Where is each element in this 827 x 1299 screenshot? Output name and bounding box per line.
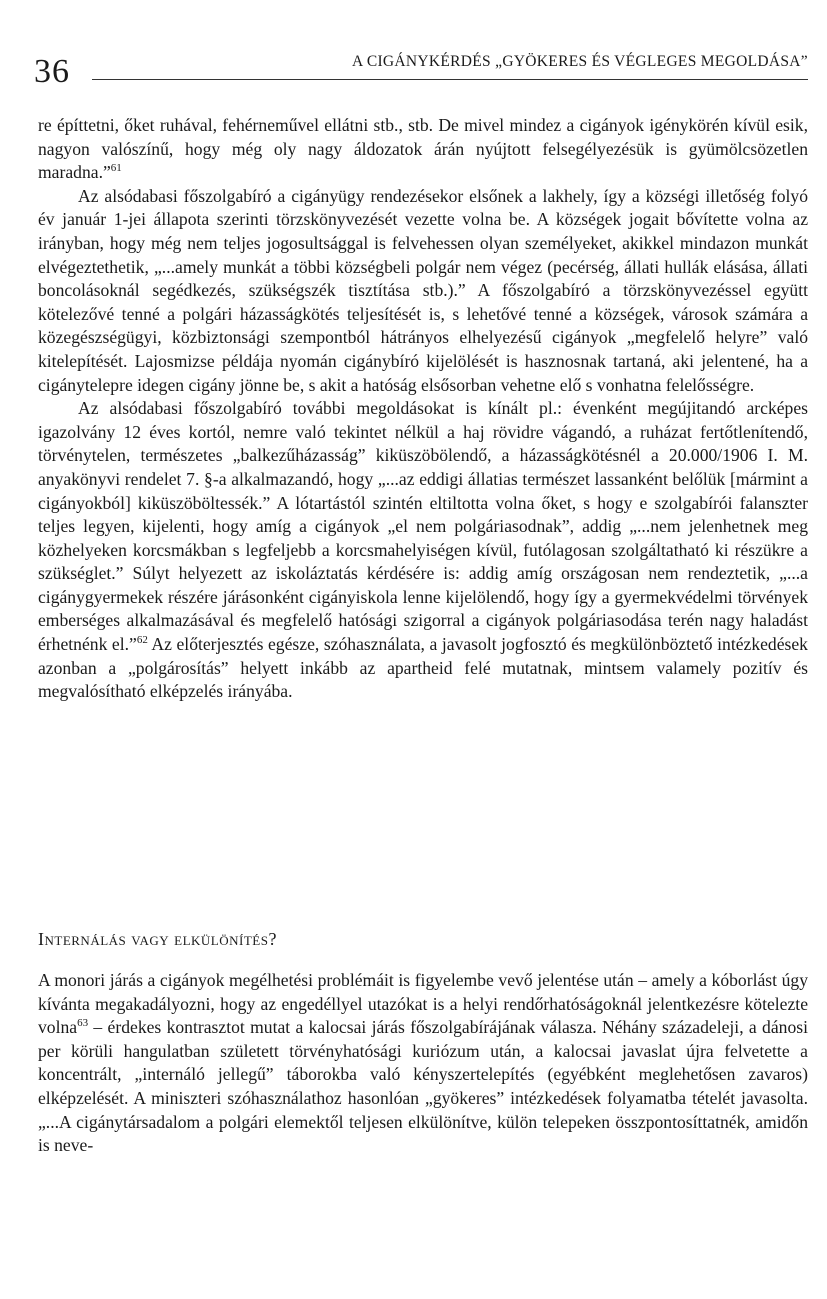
section-heading: Internálás vagy elkülönítés? — [38, 929, 277, 949]
paragraph-text: Az előterjesztés egésze, szóhasználata, a javasolt jogfosztó és megkülönböztető intézkedések azonban a „polgárosítás” helyett inkább az apartheid felé mutatnak, mintsem valamely pozitív és megvalósítható elképzelés irányába. — [38, 634, 808, 702]
main-text — [38, 114, 808, 704]
section-text — [38, 969, 808, 1158]
paragraph — [38, 185, 808, 397]
paragraph-text: – érdekes kontrasztot mutat a kalocsai járás főszolgabírájának válasza. Néhány századeleji, a dánosi per körüli hangulatban született törvényhatósági kuriózum után, a kalocsai javaslat újra felvetette a koncentrált, „internáló jellegű” táborokba való kényszertelepítés (egyébként meglehetősen zavaros) elképzelését. A miniszteri szóhasználathoz hasonlóan „gyökeres” intézkedések folyamatba tételét javasolta. „...A cigánytársadalom a polgári elemektől teljesen elkülönítve, külön telepeken összpontosíttatnék, amidőn is neve- — [38, 1017, 808, 1156]
footnote-ref-62: 62 — [136, 634, 148, 647]
paragraph-text: re építtetni, őket ruhával, fehérneművel ellátni stb., stb. De mivel mindez a cigányok igénykörén kívül esik, nagyon valószínű, hogy még oly nagy áldozatok árán nyújtott felsegélyezésük is gyümölcsözetlen maradna.” — [38, 115, 808, 183]
paragraph — [38, 969, 808, 1158]
page-number: 36 — [34, 53, 70, 90]
paragraph-text: A monori járás a cigányok megélhetési problémáit is figyelembe vevő jelentése után – amely a kóborlást úgy kívánta megakadályozni, hogy az engedéllyel utazókat is a helyi rendőrhatóságoknál jelentkezésre kötelezte volna — [38, 970, 808, 1038]
running-title: A CIGÁNYKÉRDÉS „GYÖKERES ÉS VÉGLEGES MEGOLDÁSA” — [352, 53, 808, 70]
paragraph-text: Az alsódabasi főszolgabíró a cigányügy rendezésekor elsőnek a lakhely, így a községi illetőség folyó év január 1-jei állapota szerinti törzskönyvezését vezette volna be. A községek jogait bővítette volna az irányban, hogy még nem teljes jogosultsággal is felvehessen olyan személyeket, akikkel mindazon munkát elvégeztethetik, „...amely munkát a többi községbeli polgár nem végez (pecérség, állati hullák elásása, állati boncolásoknál segédkezés, szükségszék tisztítása stb.).” A főszolgabíró a törzskönyvezéssel együtt kötelezővé tenné a polgári házasságkötés teljesítését is, s lehetővé tenné a községek, városok számára a közegészségügyi, közbiztonsági szempontból hátrányos elhelyezésű cigányok „megfelelő helyre” való kitelepítését. Lajosmizse példája nyomán cigánybíró kijelölését is hasznosnak tartaná, aki jelentené, ha a cigánytelepre idegen cigány jönne be, s akit a hatóság elsősorban vehetne elő s vonhatna felelősségre. — [38, 185, 808, 395]
paragraph-text: Az alsódabasi főszolgabíró további megoldásokat is kínált pl.: évenként megújitandó arcképes igazolvány 12 éves kortól, nemre való tekintet nélkül a haj rövidre vágandó, a ruházat fertőtlenítendő, törvénytelen, természetes „balkezűházasság” kiküszöbölendő, a házasságkötésnél a 20.000/1906 I. M. anyakönyvi rendelet 7. §-a alkalmazandó, hogy „...az eddigi állatias természet lassanként belőlük [mármint a cigányokból] kiküszöböltessék.” A lótartástól szintén eltiltotta volna őket, s hogy e szolgabírói falanszter teljes legyen, kijelenti, hogy amíg a cigányok „el nem polgáriasodnak”, addig „...nem jelenhetnek meg közhelyeken korcsmákban s legfeljebb a korcsmahelyiségen kívül, futólagosan szolgáltatható ki részükre a szükséglet.” Súlyt helyezett az iskoláztatás kérdésére is: addig amíg országosan nem rendeztetik, „...a cigánygyermekek részére járásonként cigányiskola lenne kijelölendő, hogy így a gyermekvédelmi törvények emberséges alkalmazásával és megfelelő hatósági szigorral a cigányok polgáriasodása terén nagy haladást érhetnénk el.” — [38, 398, 808, 655]
paragraph — [38, 397, 808, 704]
footnote-ref-61: 61 — [110, 162, 122, 175]
footnote-ref-63: 63 — [77, 1017, 89, 1030]
header-rule — [92, 79, 808, 80]
page-header — [34, 44, 808, 94]
paragraph — [38, 114, 808, 185]
